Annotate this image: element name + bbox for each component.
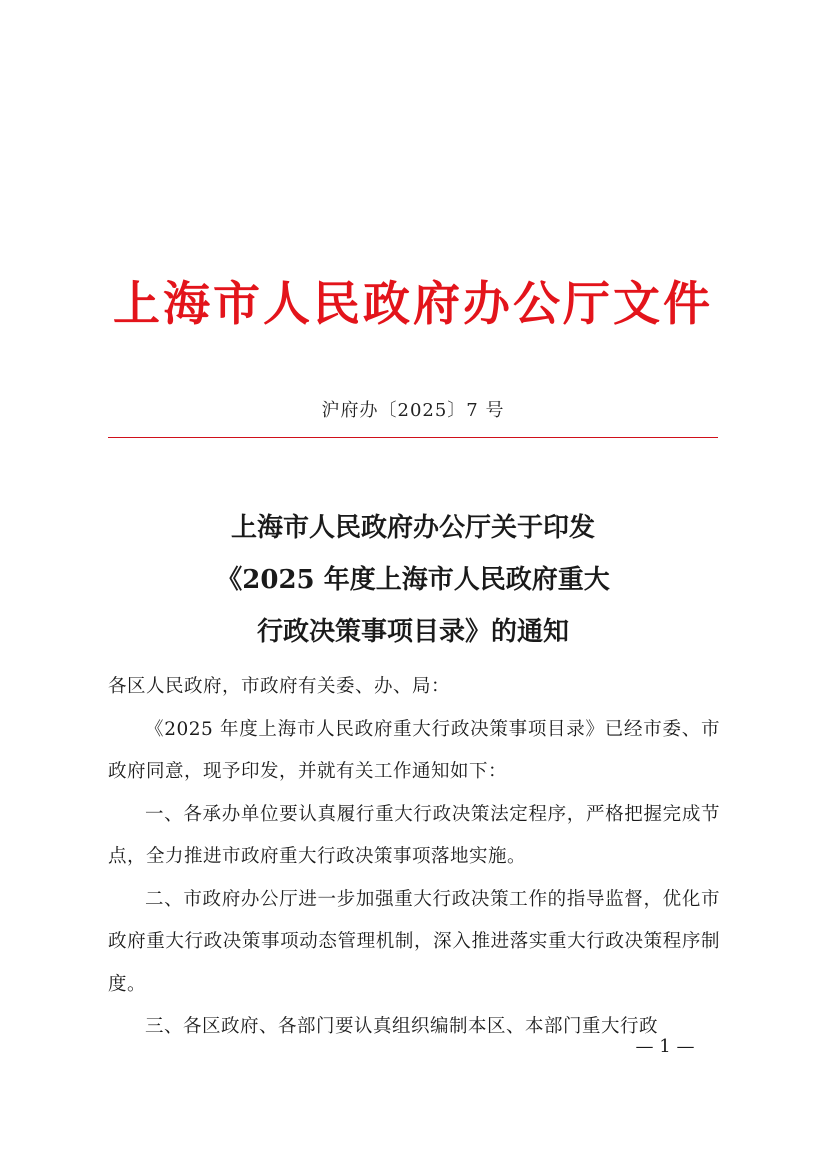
paragraph-item-3: 三、各区政府、各部门要认真组织编制本区、本部门重大行政 [145, 1016, 659, 1037]
title-line-1: 上海市人民政府办公厅关于印发 [230, 513, 595, 543]
body-text [108, 666, 720, 1049]
red-divider-line [108, 437, 718, 438]
paragraph-item-1: 一、各承办单位要认真履行重大行政决策法定程序，严格把握完成节点，全力推进市政府重大行政决策事项落地实施。 [108, 803, 720, 867]
paragraph-intro: 《2025 年度上海市人民政府重大行政决策事项目录》已经市委、市政府同意，现予印发，并就有关工作通知如下： [108, 718, 720, 782]
title-line-3: 行政决策事项目录》的通知 [256, 617, 569, 647]
document-number: 沪府办〔2025〕7 号 [321, 400, 505, 421]
paragraph-item-2: 二、市政府办公厅进一步加强重大行政决策工作的指导监督，优化市政府重大行政决策事项动态管理机制，深入推进落实重大行政决策程序制度。 [108, 888, 720, 995]
page-number: — 1 — [635, 1036, 695, 1057]
title-line-2: 《2025 年度上海市人民政府重大 [216, 565, 610, 595]
masthead-title: 上海市人民政府办公厅文件 [113, 277, 713, 332]
salutation: 各区人民政府，市政府有关委、办、局： [108, 676, 451, 697]
notice-title [0, 502, 826, 658]
